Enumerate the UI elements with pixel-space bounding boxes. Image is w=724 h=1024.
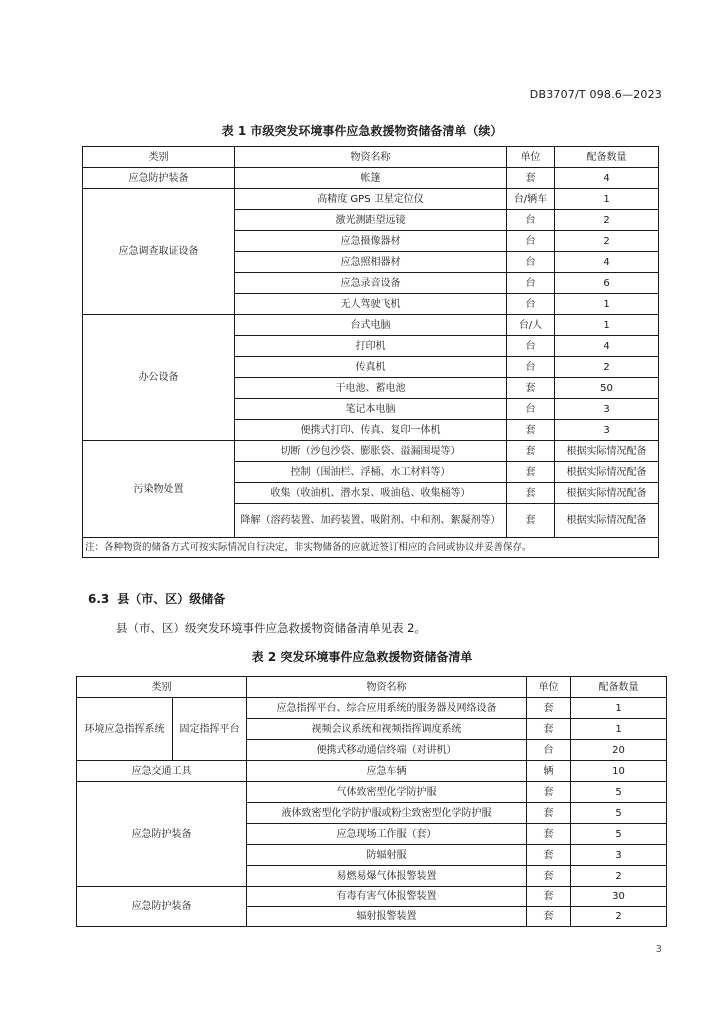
item-name: 激光测距望远镜 bbox=[235, 210, 507, 231]
table-note: 注：各种物资的储备方式可按实际情况自行决定，非实物储备的应就近签订相应的合同或协议并妥善保存。 bbox=[83, 538, 659, 558]
col-header: 类别 bbox=[77, 677, 247, 698]
item-qty: 3 bbox=[571, 845, 667, 866]
item-name: 传真机 bbox=[235, 357, 507, 378]
section-title: 县（市、区）级储备 bbox=[117, 592, 226, 606]
item-name: 应急录音设备 bbox=[235, 273, 507, 294]
item-unit: 套 bbox=[527, 887, 571, 907]
table2-title: 表 2 突发环境事件应急救援物资储备清单 bbox=[251, 650, 473, 664]
table1 bbox=[82, 146, 659, 558]
item-qty: 2 bbox=[555, 231, 659, 252]
item-name: 辐射报警装置 bbox=[247, 907, 527, 927]
item-unit: 套 bbox=[507, 441, 555, 462]
item-name: 高精度 GPS 卫星定位仪 bbox=[235, 189, 507, 210]
table-header-row bbox=[83, 147, 659, 168]
item-qty: 根据实际情况配备 bbox=[555, 441, 659, 462]
item-qty: 4 bbox=[555, 168, 659, 189]
item-qty: 1 bbox=[571, 719, 667, 740]
col-header: 配备数量 bbox=[571, 677, 667, 698]
item-qty: 1 bbox=[571, 698, 667, 719]
item-unit: 台 bbox=[507, 210, 555, 231]
table-header-row bbox=[77, 677, 667, 698]
table2 bbox=[76, 676, 667, 927]
table-row bbox=[83, 315, 659, 336]
item-unit: 套 bbox=[527, 907, 571, 927]
table-row bbox=[77, 698, 667, 719]
item-name: 应急照相器材 bbox=[235, 252, 507, 273]
table-row bbox=[77, 887, 667, 907]
item-name: 帐篷 bbox=[235, 168, 507, 189]
page-number: 3 bbox=[655, 944, 662, 955]
category-cell: 应急交通工具 bbox=[77, 761, 247, 782]
item-unit: 台 bbox=[507, 252, 555, 273]
item-unit: 套 bbox=[527, 866, 571, 887]
item-qty: 2 bbox=[555, 210, 659, 231]
item-name: 应急摄像器材 bbox=[235, 231, 507, 252]
item-name: 应急指挥平台、综合应用系统的服务器及网络设备 bbox=[247, 698, 527, 719]
item-unit: 台 bbox=[507, 231, 555, 252]
table-row bbox=[83, 189, 659, 210]
item-unit: 套 bbox=[507, 378, 555, 399]
item-qty: 1 bbox=[555, 315, 659, 336]
item-name: 视频会议系统和视频指挥调度系统 bbox=[247, 719, 527, 740]
item-unit: 套 bbox=[527, 719, 571, 740]
item-qty: 6 bbox=[555, 273, 659, 294]
item-qty: 2 bbox=[571, 866, 667, 887]
item-name: 控制（围油栏、浮桶、水工材料等） bbox=[235, 462, 507, 483]
item-qty: 1 bbox=[555, 189, 659, 210]
item-unit: 套 bbox=[527, 698, 571, 719]
item-qty: 5 bbox=[571, 803, 667, 824]
category-cell: 应急防护装备 bbox=[77, 782, 247, 887]
item-qty: 50 bbox=[555, 378, 659, 399]
item-name: 应急现场工作服（套） bbox=[247, 824, 527, 845]
col-header: 单位 bbox=[507, 147, 555, 168]
item-unit: 辆 bbox=[527, 761, 571, 782]
document-code: DB3707/T 098.6—2023 bbox=[529, 88, 662, 101]
item-unit: 台 bbox=[507, 357, 555, 378]
table-row bbox=[83, 168, 659, 189]
item-name: 便携式打印、传真、复印一体机 bbox=[235, 420, 507, 441]
item-qty: 根据实际情况配备 bbox=[555, 504, 659, 538]
category-cell: 办公设备 bbox=[83, 315, 235, 441]
table-row bbox=[77, 782, 667, 803]
item-name: 打印机 bbox=[235, 336, 507, 357]
item-name: 笔记本电脑 bbox=[235, 399, 507, 420]
item-name: 无人驾驶飞机 bbox=[235, 294, 507, 315]
item-qty: 3 bbox=[555, 399, 659, 420]
item-name: 切断（沙包沙袋、膨胀袋、溢漏围堤等） bbox=[235, 441, 507, 462]
item-unit: 套 bbox=[507, 168, 555, 189]
item-qty: 10 bbox=[571, 761, 667, 782]
col-header: 类别 bbox=[83, 147, 235, 168]
item-name: 气体致密型化学防护服 bbox=[247, 782, 527, 803]
col-header: 单位 bbox=[527, 677, 571, 698]
item-qty: 4 bbox=[555, 252, 659, 273]
item-name: 便携式移动通信终端（对讲机） bbox=[247, 740, 527, 761]
category-cell: 应急调查取证设备 bbox=[83, 189, 235, 315]
item-qty: 根据实际情况配备 bbox=[555, 483, 659, 504]
item-qty: 30 bbox=[571, 887, 667, 907]
table-note-row bbox=[83, 538, 659, 558]
item-qty: 2 bbox=[555, 357, 659, 378]
item-unit: 套 bbox=[507, 504, 555, 538]
category-cell: 应急防护装备 bbox=[83, 168, 235, 189]
item-unit: 套 bbox=[507, 420, 555, 441]
item-qty: 1 bbox=[555, 294, 659, 315]
subcategory-cell: 固定指挥平台 bbox=[173, 698, 247, 761]
item-qty: 3 bbox=[555, 420, 659, 441]
section-number: 6.3 bbox=[88, 592, 110, 606]
item-name: 液体致密型化学防护服或粉尘致密型化学防护服 bbox=[247, 803, 527, 824]
category-cell: 污染物处置 bbox=[83, 441, 235, 538]
item-name: 台式电脑 bbox=[235, 315, 507, 336]
item-unit: 台 bbox=[507, 399, 555, 420]
item-unit: 台/人 bbox=[507, 315, 555, 336]
section-heading bbox=[88, 590, 225, 607]
item-unit: 套 bbox=[527, 824, 571, 845]
category-cell: 环境应急指挥系统 bbox=[77, 698, 173, 761]
item-name: 降解（溶药装置、加药装置、吸附剂、中和剂、絮凝剂等） bbox=[235, 504, 507, 538]
item-name: 有毒有害气体报警装置 bbox=[247, 887, 527, 907]
col-header: 物资名称 bbox=[247, 677, 527, 698]
item-name: 收集（收油机、潜水泵、吸油毡、收集桶等） bbox=[235, 483, 507, 504]
table1-title: 表 1 市级突发环境事件应急救援物资储备清单（续） bbox=[221, 124, 503, 138]
item-name: 干电池、蓄电池 bbox=[235, 378, 507, 399]
item-unit: 台 bbox=[527, 740, 571, 761]
item-qty: 5 bbox=[571, 824, 667, 845]
table-row bbox=[77, 761, 667, 782]
item-qty: 20 bbox=[571, 740, 667, 761]
item-unit: 套 bbox=[527, 845, 571, 866]
body-paragraph: 县（市、区）级突发环境事件应急救援物资储备清单见表 2。 bbox=[116, 621, 426, 635]
item-unit: 台/辆车 bbox=[507, 189, 555, 210]
item-qty: 2 bbox=[571, 907, 667, 927]
item-unit: 套 bbox=[507, 483, 555, 504]
col-header: 物资名称 bbox=[235, 147, 507, 168]
item-name: 防辐射服 bbox=[247, 845, 527, 866]
col-header: 配备数量 bbox=[555, 147, 659, 168]
item-unit: 台 bbox=[507, 273, 555, 294]
category-cell: 应急防护装备 bbox=[77, 887, 247, 927]
item-unit: 套 bbox=[527, 803, 571, 824]
item-qty: 根据实际情况配备 bbox=[555, 462, 659, 483]
item-unit: 套 bbox=[507, 462, 555, 483]
table-row bbox=[83, 441, 659, 462]
item-qty: 5 bbox=[571, 782, 667, 803]
item-name: 易燃易爆气体报警装置 bbox=[247, 866, 527, 887]
item-unit: 套 bbox=[527, 782, 571, 803]
item-unit: 台 bbox=[507, 294, 555, 315]
item-qty: 4 bbox=[555, 336, 659, 357]
item-unit: 台 bbox=[507, 336, 555, 357]
item-name: 应急车辆 bbox=[247, 761, 527, 782]
